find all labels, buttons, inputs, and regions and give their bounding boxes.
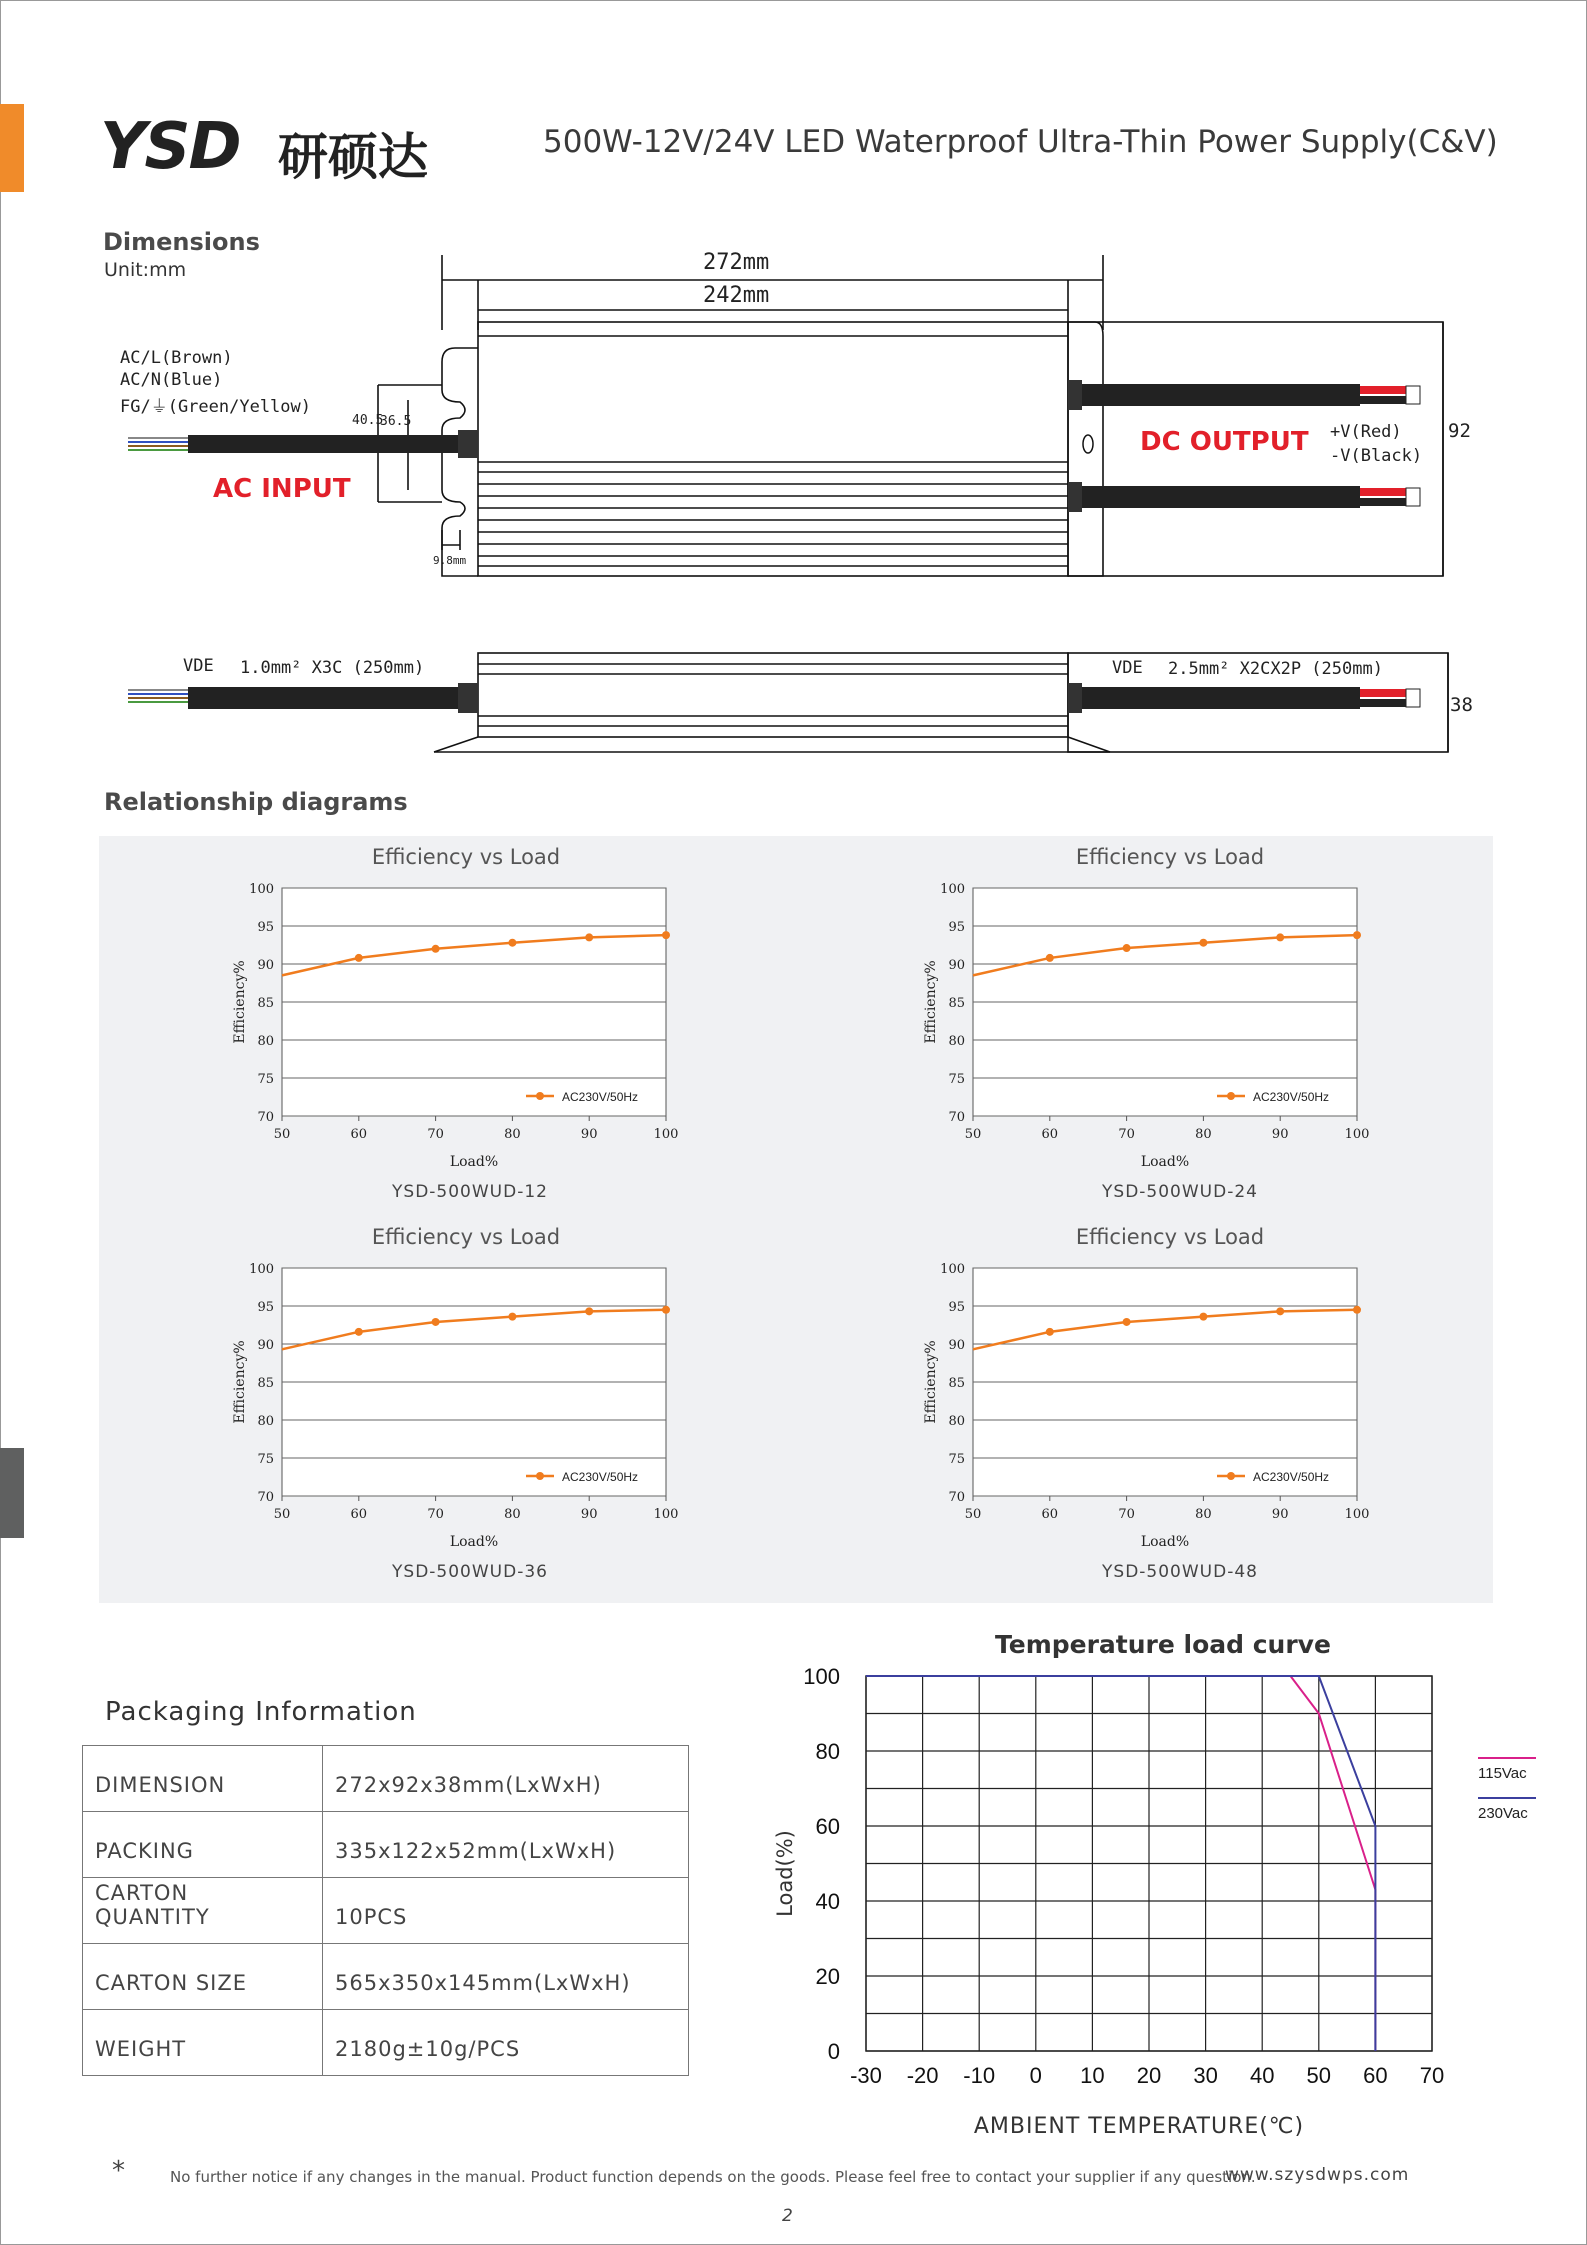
ac-wire-fg: FG/⏚(Green/Yellow)	[120, 397, 311, 417]
legend-marker	[1227, 1472, 1235, 1480]
y-tick-label: 85	[948, 1376, 965, 1391]
dc-wire-positive: +V(Red)	[1330, 422, 1402, 442]
y-tick-label: 75	[257, 1452, 274, 1467]
footer-asterisk: *	[112, 2156, 125, 2186]
chart-4-title: Efficiency vs Load	[1075, 1225, 1265, 1249]
packaging-key: CARTON SIZE	[83, 1944, 323, 2010]
x-tick-label: 70	[1419, 2063, 1445, 2088]
data-point	[1199, 1313, 1207, 1321]
ac-cable-cert: VDE	[183, 656, 214, 676]
overall-length-label: 272mm	[703, 250, 770, 275]
x-tick-label: 90	[580, 1507, 598, 1522]
dc-wire-negative: -V(Black)	[1330, 446, 1423, 466]
chart-3-title: Efficiency vs Load	[371, 1225, 561, 1249]
y-tick-label: 85	[948, 996, 965, 1011]
y-tick-label: 0	[827, 2039, 840, 2064]
y-tick-label: 75	[948, 1452, 965, 1467]
mount-dim-c: 9.8mm	[433, 554, 467, 567]
data-point	[1353, 1306, 1361, 1314]
x-tick-label: 80	[1195, 1127, 1212, 1142]
x-tick-label: 80	[1195, 1507, 1212, 1522]
x-tick-label: 80	[504, 1507, 521, 1522]
packaging-table	[82, 1745, 689, 2076]
chart-4-model: YSD-500WUD-48	[1102, 1562, 1258, 1582]
y-tick-label: 40	[815, 1889, 840, 1914]
x-tick-label: 70	[427, 1507, 444, 1522]
y-tick-label: 90	[257, 1338, 274, 1353]
data-point	[1123, 1318, 1131, 1326]
x-tick-label: 40	[1249, 2063, 1275, 2088]
y-axis-label: Efficiency%	[232, 1340, 248, 1424]
y-tick-label: 100	[940, 1262, 965, 1277]
x-tick-label: 10	[1080, 2063, 1105, 2088]
x-tick-label: 60	[1363, 2063, 1388, 2088]
y-tick-label: 95	[257, 920, 274, 935]
legend-label: AC230V/50Hz	[562, 1090, 639, 1104]
x-tick-label: 20	[1136, 2063, 1162, 2088]
packaging-title: Packaging Information	[105, 1697, 417, 1727]
x-tick-label: 100	[1344, 1127, 1370, 1142]
packaging-value: 10PCS	[323, 1878, 689, 1944]
y-tick-label: 85	[257, 1376, 274, 1391]
data-point	[1276, 1307, 1284, 1315]
legend-label: 115Vac	[1478, 1765, 1527, 1782]
table-row	[83, 1878, 689, 1944]
data-point	[662, 1306, 670, 1314]
body-length-label: 242mm	[703, 283, 770, 308]
x-tick-label: 70	[427, 1127, 444, 1142]
data-point	[432, 1318, 440, 1326]
y-tick-label: 70	[257, 1490, 274, 1505]
efficiency-chart-48	[921, 1260, 1401, 1560]
x-tick-label: 60	[1041, 1127, 1059, 1142]
chart-1-title: Efficiency vs Load	[371, 845, 561, 869]
y-tick-label: 90	[948, 958, 965, 973]
table-row	[83, 2010, 689, 2076]
x-tick-label: 60	[350, 1507, 368, 1522]
data-point	[1353, 931, 1361, 939]
gray-side-tab	[0, 1448, 24, 1538]
legend-label: AC230V/50Hz	[1253, 1090, 1330, 1104]
efficiency-chart-36	[230, 1260, 710, 1560]
y-tick-label: 20	[815, 1964, 840, 1989]
table-row	[83, 1812, 689, 1878]
x-tick-label: 50	[273, 1127, 291, 1142]
dimension-drawing	[0, 240, 1587, 800]
x-axis-label: AMBIENT TEMPERATURE(℃)	[973, 2114, 1305, 2139]
x-tick-label: 80	[504, 1127, 521, 1142]
y-axis-label: Efficiency%	[923, 1340, 939, 1424]
y-tick-label: 100	[940, 882, 965, 897]
legend-marker	[536, 1472, 544, 1480]
chart-3-model: YSD-500WUD-36	[392, 1562, 548, 1582]
table-row	[83, 1746, 689, 1812]
packaging-key: WEIGHT	[83, 2010, 323, 2076]
x-tick-label: 50	[1306, 2063, 1332, 2088]
legend-marker	[1227, 1092, 1235, 1100]
y-tick-label: 100	[249, 1262, 274, 1277]
x-axis-label: Load%	[1140, 1154, 1190, 1170]
y-tick-label: 90	[257, 958, 274, 973]
x-tick-label: 50	[273, 1507, 291, 1522]
y-tick-label: 95	[948, 920, 965, 935]
y-tick-label: 80	[815, 1739, 840, 1764]
y-tick-label: 80	[257, 1414, 274, 1429]
y-tick-label: 60	[815, 1814, 840, 1839]
packaging-value: 272x92x38mm(LxWxH)	[323, 1746, 689, 1812]
x-tick-label: -20	[906, 2063, 939, 2088]
x-tick-label: -30	[850, 2063, 882, 2088]
data-point	[355, 1328, 363, 1336]
x-tick-label: 100	[653, 1127, 679, 1142]
x-tick-label: 90	[580, 1127, 598, 1142]
y-tick-label: 80	[948, 1034, 965, 1049]
page-number: 2	[782, 2206, 793, 2226]
x-tick-label: 60	[1041, 1507, 1059, 1522]
logo-mark: YSD	[100, 110, 240, 184]
y-tick-label: 95	[948, 1300, 965, 1315]
x-tick-label: 30	[1193, 2063, 1218, 2088]
data-point	[585, 1307, 593, 1315]
packaging-key: PACKING	[83, 1812, 323, 1878]
legend-marker	[536, 1092, 544, 1100]
data-point	[508, 1313, 516, 1321]
data-point	[355, 954, 363, 962]
height-label: 92	[1448, 420, 1471, 442]
ac-wire-l: AC/L(Brown)	[120, 348, 233, 368]
y-tick-label: 80	[948, 1414, 965, 1429]
data-point	[1046, 954, 1054, 962]
dc-output-label: DC OUTPUT	[1140, 427, 1309, 457]
y-tick-label: 85	[257, 996, 274, 1011]
ac-wire-n: AC/N(Blue)	[120, 370, 223, 390]
chart-1-model: YSD-500WUD-12	[392, 1182, 548, 1202]
y-tick-label: 100	[249, 882, 274, 897]
dimensions-title: Dimensions	[103, 228, 260, 256]
orange-side-tab	[0, 104, 24, 192]
table-row	[83, 1944, 689, 2010]
x-tick-label: -10	[963, 2063, 996, 2088]
data-point	[1046, 1328, 1054, 1336]
data-point	[508, 939, 516, 947]
ac-cable-spec: 1.0mm² X3C (250mm)	[240, 658, 425, 678]
efficiency-chart-24	[921, 880, 1401, 1180]
packaging-value: 335x122x52mm(LxWxH)	[323, 1812, 689, 1878]
x-tick-label: 0	[1029, 2063, 1042, 2088]
x-tick-label: 60	[350, 1127, 368, 1142]
document-title: 500W-12V/24V LED Waterproof Ultra-Thin Power Supply(C&V)	[543, 124, 1498, 160]
legend-label: AC230V/50Hz	[1253, 1470, 1330, 1484]
footer-note: No further notice if any changes in the manual. Product function depends on the goods. Please feel free to contact your supplier if any question.	[170, 2168, 1256, 2186]
chart-2-model: YSD-500WUD-24	[1102, 1182, 1258, 1202]
y-axis-label: Load(%)	[773, 1830, 797, 1917]
data-point	[585, 933, 593, 941]
logo-chinese: 研硕达	[278, 128, 428, 186]
y-tick-label: 70	[257, 1110, 274, 1125]
data-point	[1123, 944, 1131, 952]
data-point	[432, 945, 440, 953]
packaging-value: 2180g±10g/PCS	[323, 2010, 689, 2076]
x-tick-label: 50	[964, 1507, 982, 1522]
x-tick-label: 70	[1118, 1127, 1135, 1142]
mount-dim-b: 36.5	[380, 414, 412, 429]
x-tick-label: 100	[1344, 1507, 1370, 1522]
x-tick-label: 70	[1118, 1507, 1135, 1522]
y-tick-label: 100	[803, 1664, 840, 1689]
y-axis-label: Efficiency%	[232, 960, 248, 1044]
data-point	[1276, 933, 1284, 941]
x-axis-label: Load%	[1140, 1534, 1190, 1550]
data-point	[662, 931, 670, 939]
legend-label: AC230V/50Hz	[562, 1470, 639, 1484]
x-axis-label: Load%	[449, 1534, 499, 1550]
dc-cable-cert: VDE	[1112, 658, 1143, 678]
y-tick-label: 70	[948, 1110, 965, 1125]
mount-dim-a: 40.5	[352, 413, 384, 428]
data-point	[1199, 939, 1207, 947]
dc-cable-spec: 2.5mm² X2CX2P (250mm)	[1168, 659, 1383, 679]
ac-input-label: AC INPUT	[213, 474, 351, 504]
efficiency-chart-12	[230, 880, 710, 1180]
y-axis-label: Efficiency%	[923, 960, 939, 1044]
y-tick-label: 90	[948, 1338, 965, 1353]
footer-url[interactable]: www.szysdwps.com	[1225, 2165, 1410, 2185]
packaging-value: 565x350x145mm(LxWxH)	[323, 1944, 689, 2010]
y-tick-label: 75	[257, 1072, 274, 1087]
chart-2-title: Efficiency vs Load	[1075, 845, 1265, 869]
temperature-chart-title: Temperature load curve	[995, 1630, 1331, 1659]
temperature-load-chart	[760, 1660, 1560, 2150]
packaging-key: CARTON QUANTITY	[83, 1878, 323, 1944]
relationship-title: Relationship diagrams	[104, 788, 408, 816]
y-tick-label: 80	[257, 1034, 274, 1049]
x-tick-label: 90	[1271, 1127, 1289, 1142]
y-tick-label: 70	[948, 1490, 965, 1505]
y-tick-label: 95	[257, 1300, 274, 1315]
packaging-key: DIMENSION	[83, 1746, 323, 1812]
x-tick-label: 90	[1271, 1507, 1289, 1522]
legend-label: 230Vac	[1478, 1805, 1528, 1822]
y-tick-label: 75	[948, 1072, 965, 1087]
x-tick-label: 50	[964, 1127, 982, 1142]
x-axis-label: Load%	[449, 1154, 499, 1170]
dimensions-unit: Unit:mm	[104, 259, 187, 281]
x-tick-label: 100	[653, 1507, 679, 1522]
thickness-label: 38	[1450, 694, 1473, 716]
